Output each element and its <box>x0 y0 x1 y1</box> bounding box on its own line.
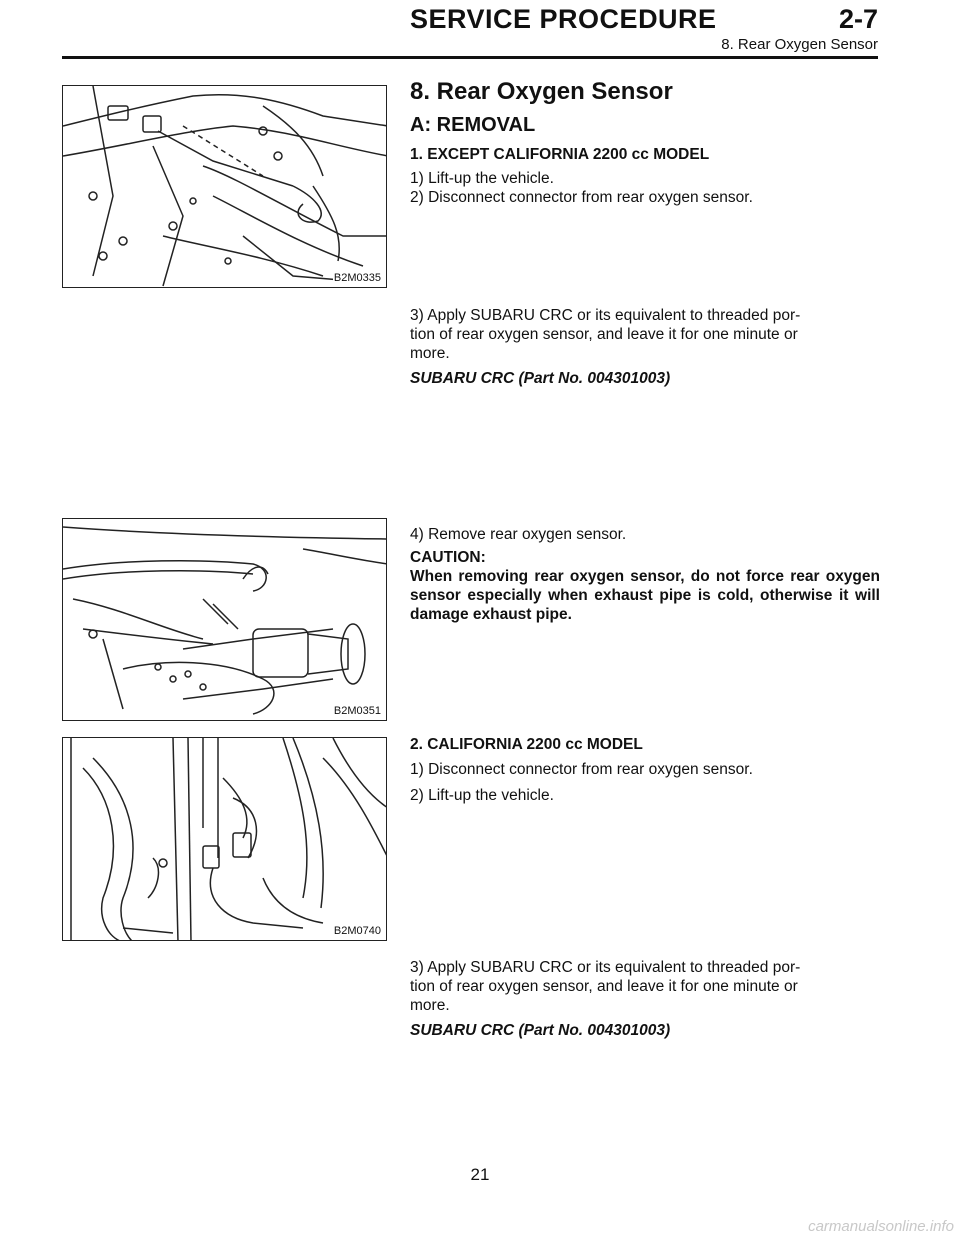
part1-heading: 1. EXCEPT CALIFORNIA 2200 cc MODEL <box>410 146 710 163</box>
figure-sensor-removal <box>62 518 387 721</box>
part1-crc-note: SUBARU CRC (Part No. 004301003) <box>410 370 671 387</box>
part2-step1: 1) Disconnect connector from rear oxygen sensor. <box>410 761 753 778</box>
figure-code: B2M0740 <box>333 925 381 937</box>
figure-california-connector <box>62 737 387 941</box>
section-subtitle: 8. Rear Oxygen Sensor <box>721 36 878 53</box>
part2-step3-line3: more. <box>410 997 450 1014</box>
part1-step1: 1) Lift-up the vehicle. <box>410 170 554 187</box>
part1-step3-line3: more. <box>410 345 450 362</box>
section-title: SERVICE PROCEDURE <box>410 4 717 34</box>
part2-heading: 2. CALIFORNIA 2200 cc MODEL <box>410 736 643 753</box>
part2-crc-note: SUBARU CRC (Part No. 004301003) <box>410 1022 671 1039</box>
page-number: 21 <box>470 1165 490 1184</box>
part2-step2: 2) Lift-up the vehicle. <box>410 787 554 804</box>
figure-sensor-connector <box>62 85 387 288</box>
part1-step2: 2) Disconnect connector from rear oxygen sensor. <box>410 189 753 206</box>
part1-step3-line1: 3) Apply SUBARU CRC or its equivalent to threaded por- <box>410 307 801 324</box>
header-rule <box>62 56 878 59</box>
section-code: 2-7 <box>838 4 878 34</box>
part2-step3-line1: 3) Apply SUBARU CRC or its equivalent to threaded por- <box>410 959 801 976</box>
part1-step3-line2: tion of rear oxygen sensor, and leave it for one minute or <box>410 326 798 343</box>
caution-text: When removing rear oxygen sensor, do not force rear oxygen sensor especially when exhaust pipe is cold, otherwise it will damage exhaust pipe. <box>410 568 880 623</box>
part1-step4: 4) Remove rear oxygen sensor. <box>410 526 627 543</box>
figure-code: B2M0351 <box>333 705 381 717</box>
part2-step3-line2: tion of rear oxygen sensor, and leave it for one minute or <box>410 978 798 995</box>
section-heading: 8. Rear Oxygen Sensor <box>410 78 673 105</box>
caution-label: CAUTION: <box>410 549 486 566</box>
figure-code: B2M0335 <box>333 272 381 284</box>
section-subheading: A: REMOVAL <box>410 114 536 136</box>
footer-watermark[interactable]: carmanualsonline.info <box>808 1218 954 1235</box>
